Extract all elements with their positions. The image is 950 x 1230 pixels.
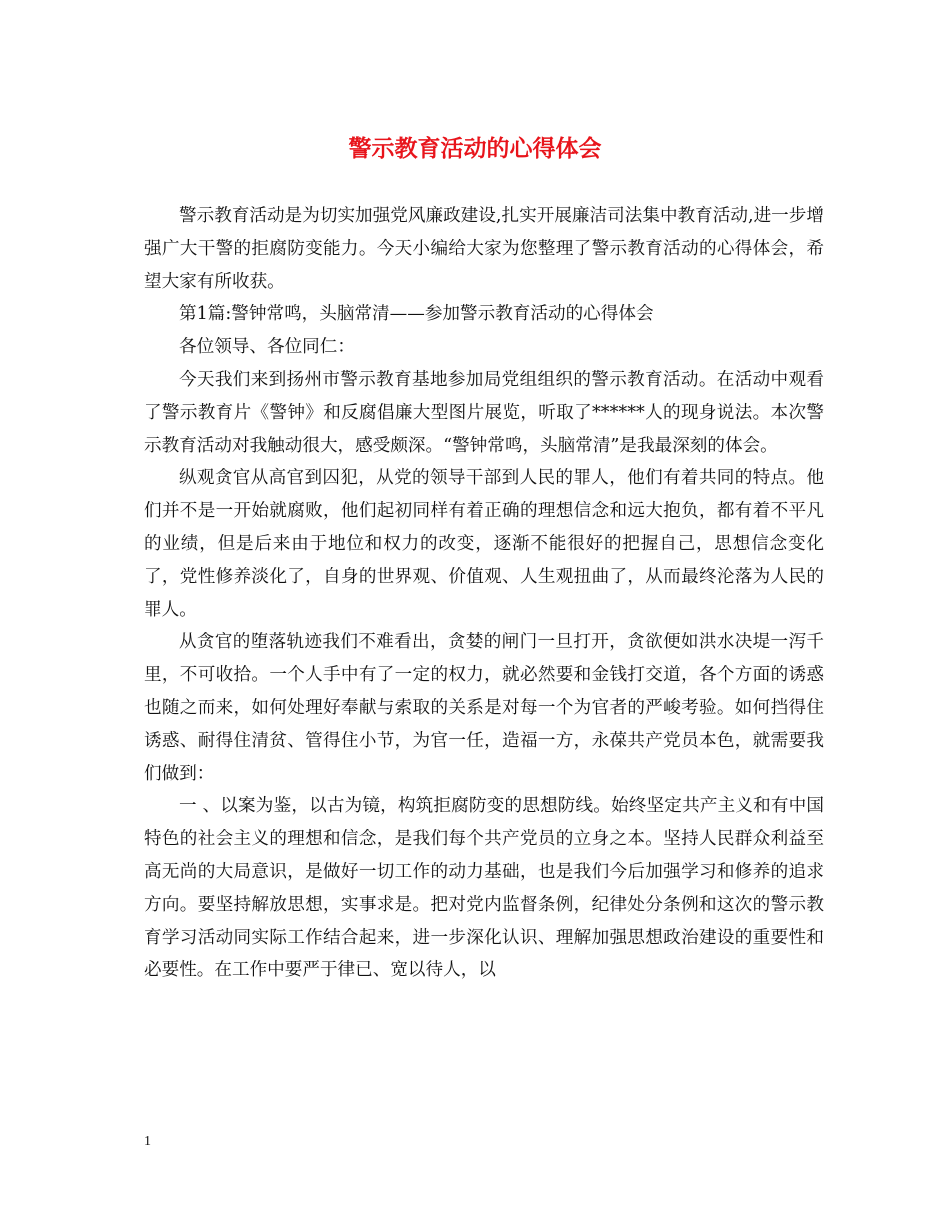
- paragraph-point-one: 一 、以案为鉴，以古为镜，构筑拒腐防变的思想防线。始终坚定共产主义和有中国特色的社会主义的理想和信念，是我们每个共产党员的立身之本。坚持人民群众利益至高无尚的大局意识，是做好一切工作的动力基础，也是我们今后加强学习和修养的追求方向。要坚持解放思想，实事求是。把对党内监督条例，纪律处分条例和这次的警示教育学习活动同实际工作结合起来，进一步深化认识、理解加强思想政治建设的重要性和必要性。在工作中要严于律已、宽以待人，以: [144, 796, 824, 981]
- document-title: 警示教育活动的心得体会: [348, 135, 602, 162]
- paragraph-intro: 警示教育活动是为切实加强党风廉政建设,扎实开展廉洁司法集中教育活动,进一步增强广大干警的拒腐防变能力。今天小编给大家为您整理了警示教育活动的心得体会，希望大家有所收获。: [144, 206, 824, 292]
- paragraph-observation: 纵观贪官从高官到囚犯，从党的领导干部到人民的罪人，他们有着共同的特点。他们并不是一开始就腐败，他们起初同样有着正确的理想信念和远大抱负，都有着不平凡的业绩，但是后来由于地位和权力的改变，逐渐不能很好的把握自己，思想信念变化了，党性修养淡化了，自身的世界观、价值观、人生观扭曲了，从而最终沦落为人民的罪人。: [144, 468, 824, 620]
- paragraph-activity: 今天我们来到扬州市警示教育基地参加局党组组织的警示教育活动。在活动中观看了警示教育片《警钟》和反腐倡廉大型图片展览，听取了******人的现身说法。本次警示教育活动对我触动很大，感受颇深。“警钟常鸣，头脑常清”是我最深刻的体会。: [144, 369, 824, 456]
- paragraph-chapter-heading: 第1篇:警钟常鸣，头脑常清——参加警示教育活动的心得体会: [179, 304, 654, 325]
- paragraph-salutation: 各位领导、各位同仁：: [179, 337, 355, 358]
- document-body: [144, 200, 824, 987]
- page-number: 1: [144, 1134, 151, 1149]
- paragraph-lesson: 从贪官的堕落轨迹我们不难看出，贪婪的闸门一旦打开，贪欲便如洪水决堤一泻千里，不可收拾。一个人手中有了一定的权力，就必然要和金钱打交道，各个方面的诱惑也随之而来，如何处理好奉献与索取的关系是对每一个为官者的严峻考验。如何挡得住诱惑、耐得住清贫、管得住小节，为官一任，造福一方，永葆共产党员本色，就需要我们做到：: [144, 632, 824, 784]
